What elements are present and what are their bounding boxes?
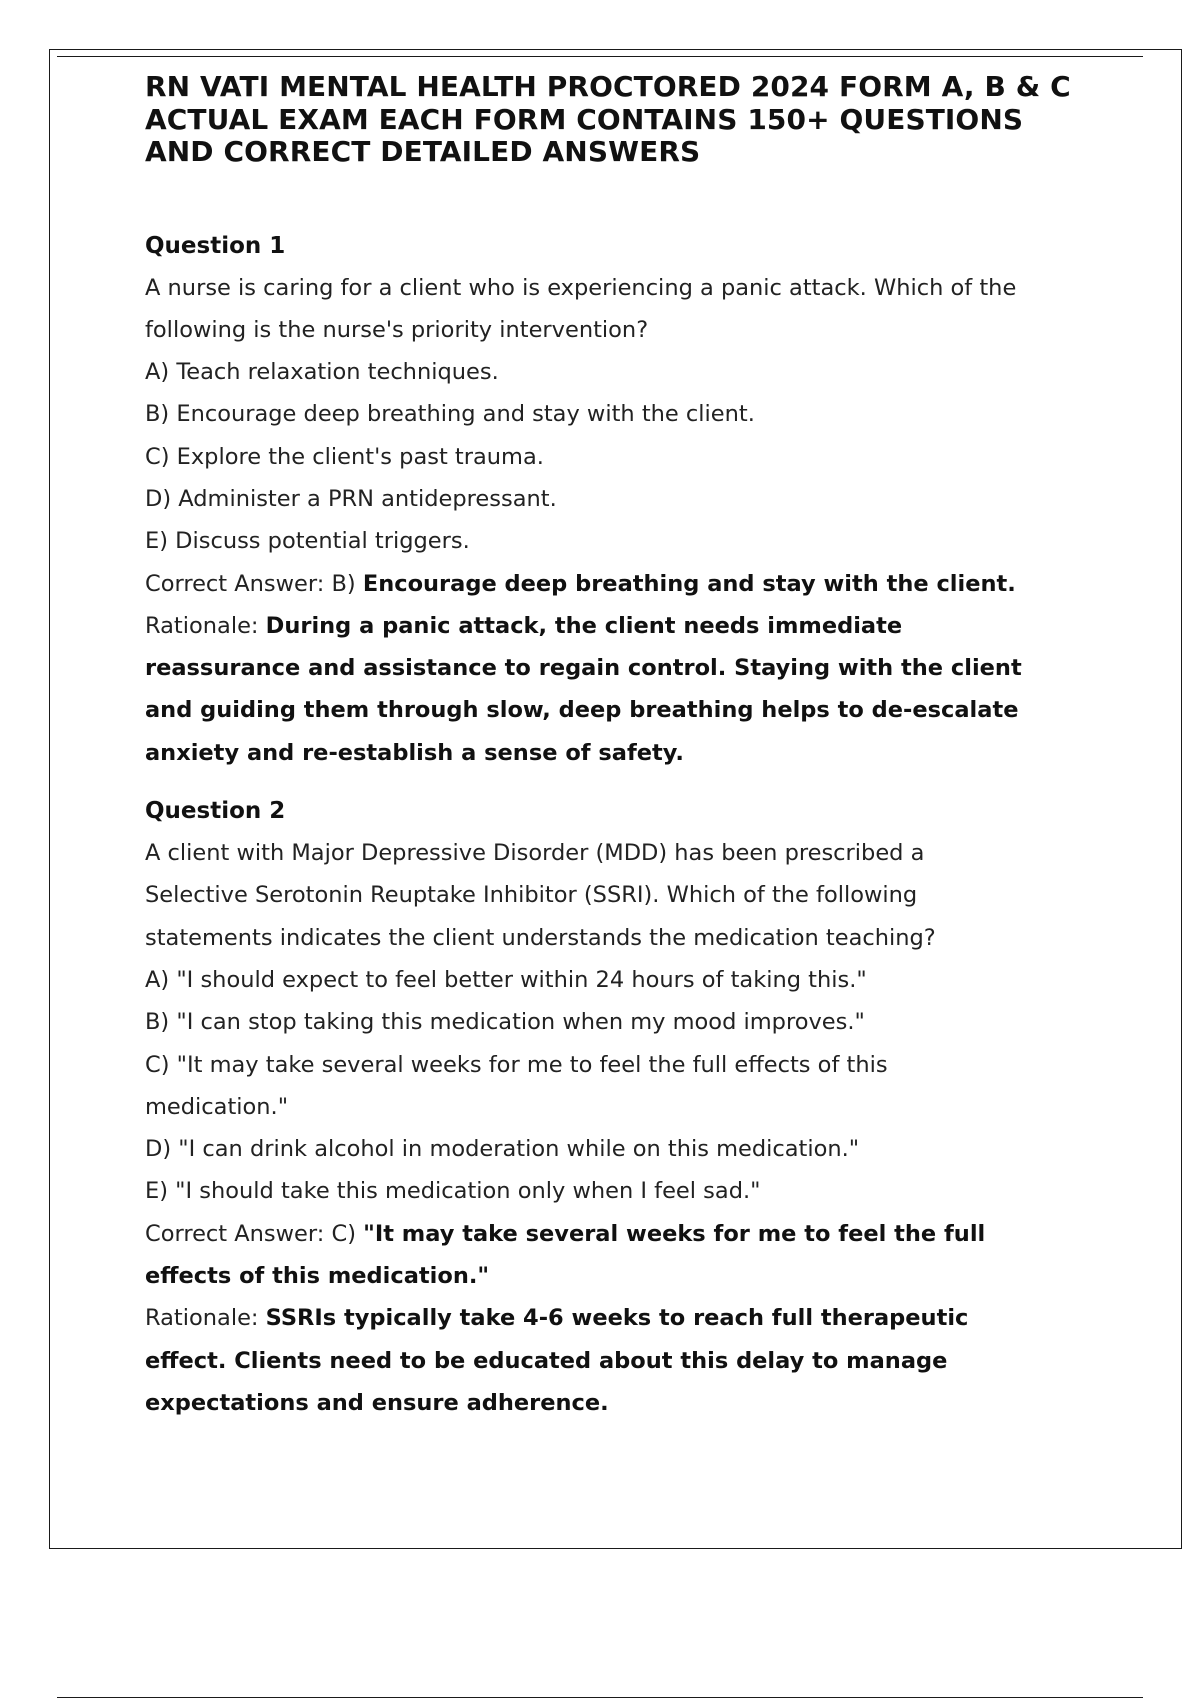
title-line: AND CORRECT DETAILED ANSWERS <box>145 135 701 168</box>
rationale-continued <box>145 1340 1105 1382</box>
document-body <box>145 71 1105 1424</box>
question-stem: A client with Major Depressive Disorder (MDD) has been prescribed a <box>145 840 925 867</box>
correct-answer-continued <box>145 1255 1105 1297</box>
title-line: ACTUAL EXAM EACH FORM CONTAINS 150+ QUESTIONS <box>145 102 1024 136</box>
question-stem: Selective Serotonin Reuptake Inhibitor (SSRI). Which of the following <box>145 882 918 909</box>
rationale-continued <box>145 647 1105 689</box>
correct-answer-label: Correct Answer: C) <box>145 1220 364 1247</box>
correct-answer <box>145 1213 1105 1255</box>
question-stem: A nurse is caring for a client who is experiencing a panic attack. Which of the <box>145 274 1017 301</box>
rationale-text: and guiding them through slow, deep breathing helps to de-escalate <box>145 697 1019 724</box>
option-e: E) "I should take this medication only when I feel sad." <box>145 1178 761 1205</box>
bottom-rule <box>57 1697 1143 1698</box>
rationale-text: SSRIs typically take 4-6 weeks to reach full therapeutic <box>265 1305 969 1332</box>
top-rule <box>57 56 1143 57</box>
document-title <box>145 71 1105 169</box>
rationale-text: reassurance and assistance to regain control. Staying with the client <box>145 655 1022 682</box>
correct-answer-text: "It may take several weeks for me to feel the full <box>363 1220 986 1247</box>
question-1 <box>145 225 1105 775</box>
rationale-label: Rationale: <box>145 1305 266 1332</box>
question-stem: statements indicates the client understands the medication teaching? <box>145 924 936 951</box>
correct-answer-text: Encourage deep breathing and stay with the client. <box>362 570 1016 597</box>
rationale-text: expectations and ensure adherence. <box>145 1389 609 1416</box>
rationale-continued <box>145 732 1105 774</box>
question-heading: Question 1 <box>145 232 286 259</box>
rationale <box>145 1297 1105 1339</box>
option-c-continued: medication." <box>145 1093 289 1120</box>
option-e: E) Discuss potential triggers. <box>145 528 470 555</box>
correct-answer-text: effects of this medication." <box>145 1263 490 1290</box>
rationale <box>145 605 1105 647</box>
rationale-continued <box>145 1382 1105 1424</box>
correct-answer-label: Correct Answer: B) <box>145 570 363 597</box>
option-b: B) Encourage deep breathing and stay with the client. <box>145 401 755 428</box>
rationale-continued <box>145 689 1105 731</box>
rationale-text: effect. Clients need to be educated about this delay to manage <box>145 1347 948 1374</box>
rationale-text: During a panic attack, the client needs immediate <box>265 612 903 639</box>
rationale-label: Rationale: <box>145 612 266 639</box>
title-line: RN VATI MENTAL HEALTH PROCTORED 2024 FORM A, B & C <box>145 70 1071 103</box>
correct-answer <box>145 563 1105 605</box>
option-a: A) Teach relaxation techniques. <box>145 359 499 386</box>
option-d: D) "I can drink alcohol in moderation while on this medication." <box>145 1136 860 1163</box>
question-stem: following is the nurse's priority intervention? <box>145 316 649 343</box>
option-a: A) "I should expect to feel better within 24 hours of taking this." <box>145 966 867 993</box>
question-heading: Question 2 <box>145 798 286 825</box>
option-b: B) "I can stop taking this medication when my mood improves." <box>145 1009 865 1036</box>
option-c: C) Explore the client's past trauma. <box>145 443 544 470</box>
rationale-text: anxiety and re-establish a sense of safety. <box>145 739 684 766</box>
option-d: D) Administer a PRN antidepressant. <box>145 485 557 512</box>
option-c: C) "It may take several weeks for me to feel the full effects of this <box>145 1051 888 1078</box>
question-2 <box>145 790 1105 1424</box>
